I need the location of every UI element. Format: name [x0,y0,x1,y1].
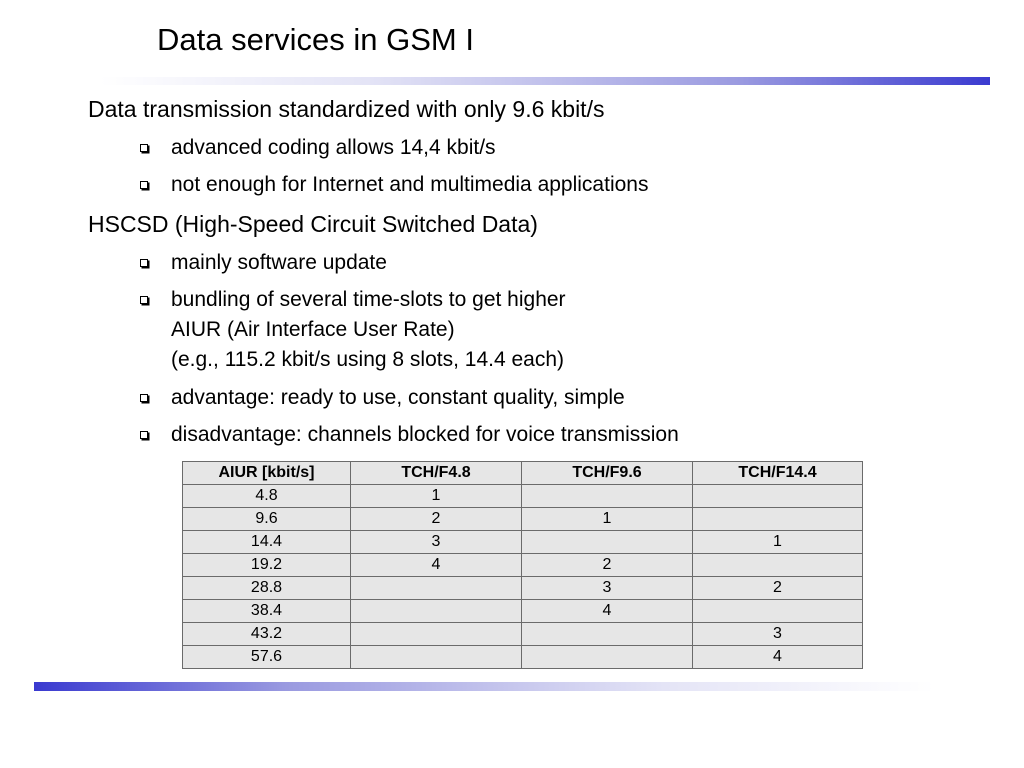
table-cell [693,600,863,623]
table-cell: 57.6 [183,646,351,669]
title-underline-gradient-bar [100,77,990,85]
sub-bullet-not-enough [140,170,648,200]
header-tch-f4-8: TCH/F4.8 [351,462,522,485]
table-cell [351,623,522,646]
sub-bullet-software-update [140,248,387,278]
table-cell [693,554,863,577]
sub-bullet-text: not enough for Internet and multimedia applications [171,173,649,196]
table-cell [693,485,863,508]
table-cell [522,485,693,508]
table-cell: 1 [351,485,522,508]
table-row [183,646,863,669]
table-cell: 1 [522,508,693,531]
sub-bullet-advantage [140,383,625,413]
table-cell [522,531,693,554]
table-cell: 3 [351,531,522,554]
hollow-square-bullet-icon [140,144,148,152]
table-row [183,600,863,623]
table-cell: 38.4 [183,600,351,623]
table-cell [693,508,863,531]
table-cell: 1 [693,531,863,554]
footer-gradient-bar [34,682,934,691]
table-cell: 2 [522,554,693,577]
table-cell [522,623,693,646]
table-row [183,577,863,600]
sub-bullet-text: advanced coding allows 14,4 kbit/s [171,136,496,159]
hollow-square-bullet-icon [140,259,148,267]
table-cell: 2 [351,508,522,531]
table-cell: 43.2 [183,623,351,646]
table-cell: 4 [693,646,863,669]
slide-title: Data services in GSM I [157,22,474,57]
sub-bullet-text: disadvantage: channels blocked for voice transmission [171,423,679,446]
table-row [183,531,863,554]
aiur-channel-table [182,461,863,669]
table-row [183,623,863,646]
header-aiur: AIUR [kbit/s] [183,462,351,485]
table-cell: 28.8 [183,577,351,600]
header-tch-f9-6: TCH/F9.6 [522,462,693,485]
table-row [183,554,863,577]
hollow-square-bullet-icon [140,394,148,402]
sub-bullet-bundling [140,285,566,375]
sub-bullet-disadvantage [140,420,679,450]
table-cell [351,646,522,669]
header-tch-f14-4: TCH/F14.4 [693,462,863,485]
table-cell: 4.8 [183,485,351,508]
hollow-square-bullet-icon [140,296,148,304]
table-cell: 14.4 [183,531,351,554]
table-cell: 9.6 [183,508,351,531]
table-cell: 4 [351,554,522,577]
table-cell: 3 [522,577,693,600]
bullet-data-transmission: Data transmission standardized with only 9.6 kbit/s [88,96,605,122]
table-cell [522,646,693,669]
table-cell: 3 [693,623,863,646]
table-cell: 19.2 [183,554,351,577]
table-row [183,485,863,508]
sub-bullet-advanced-coding [140,133,496,163]
sub-bullet-text-line-1: bundling of several time-slots to get higher [171,288,566,311]
table-cell: 2 [693,577,863,600]
hollow-square-bullet-icon [140,181,148,189]
sub-bullet-text-line-3: (e.g., 115.2 kbit/s using 8 slots, 14.4 each) [171,348,565,371]
sub-bullet-text-line-2: AIUR (Air Interface User Rate) [171,318,455,341]
table-header-row [183,462,863,485]
hollow-square-bullet-icon [140,431,148,439]
sub-bullet-text: mainly software update [171,251,387,274]
table-cell: 4 [522,600,693,623]
sub-bullet-text: advantage: ready to use, constant quality, simple [171,386,625,409]
bullet-hscsd: HSCSD (High-Speed Circuit Switched Data) [88,211,538,237]
table-cell [351,600,522,623]
table-cell [351,577,522,600]
table-row [183,508,863,531]
